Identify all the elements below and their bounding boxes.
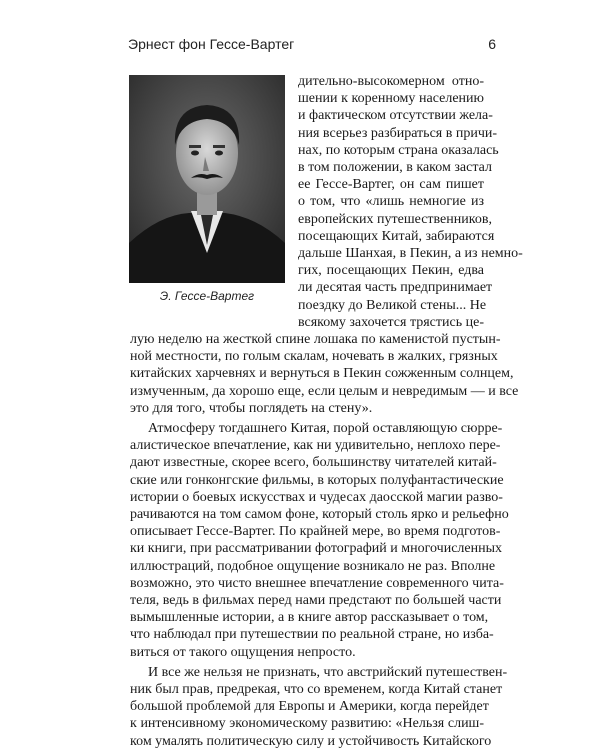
text-line: ния всерьез разбираться в причи- <box>298 125 498 141</box>
text-line: вымышленные истории, а в книге автор рассказывает о том, <box>130 610 489 626</box>
text-line: И все же нельзя не признать, что австрийский путешествен- <box>148 664 508 680</box>
text-line: описывает Гессе-Вартег. По крайней мере, во время подготов- <box>130 524 501 540</box>
text-line: гих, посещающих Пекин, едва <box>298 263 484 279</box>
text-line: виться от такого ощущения непросто. <box>130 644 356 660</box>
text-line: всякому захочется трястись це- <box>298 314 484 330</box>
text-line: нах, по которым страна оказалась <box>298 142 499 158</box>
text-line: к интенсивному экономическому развитию: «Нельзя слиш- <box>130 716 484 732</box>
text-line: возможно, это чисто внешнее впечатление современного чита- <box>130 575 504 591</box>
text-line: истории о боевых искусствах и чудесах даосской магии разво- <box>130 489 503 505</box>
text-line: ки книги, при рассматривании фотографий и многочисленных <box>130 541 502 557</box>
text-line: что наблюдал при путешествии по реальной стране, но изба- <box>130 627 494 643</box>
text-line: алистическое впечатление, как ни удивительно, неплохо пере- <box>130 438 501 454</box>
text-line: европейских путешественников, <box>298 211 492 227</box>
text-line: рачиваются на том самом фоне, который столь ярко и рельефно <box>130 507 509 522</box>
text-line: теля, ведь в фильмах перед нами предстают по большей части <box>130 593 502 608</box>
page-number: 6 <box>488 36 496 52</box>
running-title: Эрнест фон Гессе-Вартег <box>128 36 295 52</box>
text-line: дальше Шанхая, в Пекин, а из немно- <box>298 246 523 261</box>
text-line: о том, что «лишь немногие из <box>298 194 484 210</box>
text-line: китайских харчевнях и вернуться в Пекин сожженным солнцем, <box>130 366 514 382</box>
text-line: и фактическом отсутствии жела- <box>298 108 493 124</box>
text-line: иллюстраций, подобное ощущение возникало не раз. Вполне <box>130 558 496 574</box>
text-line: дают известные, скорее всего, большинству читателей китай- <box>130 455 497 471</box>
text-line: это для того, чтобы поглядеть на стену». <box>130 400 373 416</box>
text-line: Атмосферу тогдашнего Китая, порой оставляющую сюрре- <box>148 421 503 436</box>
text-line: измученным, да хорошо еще, если целым и невредимым — и все <box>130 383 519 399</box>
text-line: ские или гонконгские фильмы, в которых полуфантастические <box>130 472 504 488</box>
text-line: шении к коренному населению <box>298 91 484 107</box>
text-line: ник был прав, предрекая, что со временем, когда Китай станет <box>130 682 503 697</box>
text-line: ной местности, по голым скалам, ночевать в жалких, грязных <box>130 349 498 365</box>
text-line: ком умалять политическую силу и устойчивость Китайского <box>130 733 492 749</box>
text-line: большой проблемой для Европы и Америки, когда перейдет <box>130 699 489 715</box>
text-line: ли десятая часть предпринимает <box>298 280 493 296</box>
text-line: поездку до Великой стены... Не <box>298 297 487 313</box>
text-line: ее Гессе-Вартег, он сам пишет <box>298 177 484 193</box>
running-header <box>128 36 496 56</box>
portrait-illustration <box>129 75 285 283</box>
text-line: лую неделю на жесткой спине лошака по каменистой пустын- <box>130 332 501 347</box>
text-line: дительно-высокомерном отно- <box>298 74 484 89</box>
photo-caption: Э. Гессе-Вартег <box>159 289 255 303</box>
portrait-photo <box>129 75 285 283</box>
text-line: посещающих Китай, забираются <box>298 228 495 244</box>
text-line: в том положении, в каком застал <box>298 160 492 175</box>
